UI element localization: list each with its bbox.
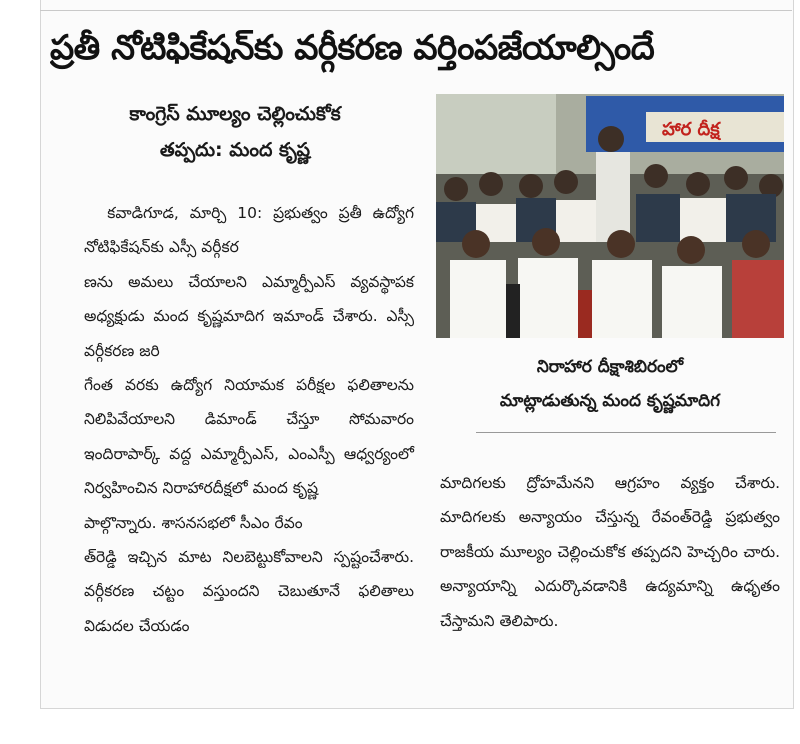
paragraph: త్‌రెడ్డి ఇచ్చిన మాట నిలబెట్టుకోవాలని స్పష్టంచేశారు. వర్గీకరణ చట్టం వస్తుందని చెబుతూనే ఫలితాలు విడుదల చేయడం bbox=[84, 548, 414, 635]
left-column bbox=[84, 196, 414, 643]
paragraph: గేంత వరకు ఉద్యోగ నియామక పరీక్షల ఫలితాలను నిలిపివేయాలని డిమాండ్ చేస్తూ సోమవారం ఇందిరాపార్క్ వద్ద ఎమ్మార్పీఎస్, ఎంఎస్పీ ఆధ్వర్యంలో నిర్వహించిన నిరాహారదీక్షలో మంద కృష్ణ bbox=[84, 376, 414, 498]
subheading-line-1: కాంగ్రెస్ మూల్యం చెల్లించుకోక bbox=[129, 103, 341, 125]
paragraph: ణను అమలు చేయాలని ఎమ్మార్పీఎస్ వ్యవస్థాపక అధ్యక్షుడు మంద కృష్ణమాదిగ ఇమాండ్ చేశారు. ఎస్సీ వర్గీకరణ జరి bbox=[84, 272, 414, 360]
right-column bbox=[440, 466, 780, 638]
protest-photo-illustration bbox=[436, 94, 784, 338]
banner-text: హార దీక్ష bbox=[662, 119, 720, 140]
top-rule bbox=[40, 10, 792, 11]
paragraph: కవాడిగూడ, మార్చి 10: ప్రభుత్వం ప్రతీ ఉద్యోగ నోటిఫికేషన్‌కు ఎస్సీ వర్గీకర bbox=[84, 204, 414, 257]
subheading-line-2: తప్పదు: మంద కృష్ణ bbox=[159, 139, 311, 161]
paragraph: మాదిగలకు ద్రోహమేనని ఆగ్రహం వ్యక్తం చేశారు. మాదిగలకు అన్యాయం చేస్తున్న రేవంత్‌రెడ్డి ప్రభుత్వం రాజకీయ మూల్యం చెల్లించుకోక తప్పదని హెచ్చరిం చారు. అన్యాయాన్ని ఎదుర్కొవడానికి ఉద్యమాన్ని ఉధృతం చేస్తామని తెలిపారు. bbox=[440, 474, 780, 630]
photo-caption-line-2: మాట్లాడుతున్న మంద కృష్ణమాదిగ bbox=[499, 391, 721, 411]
caption-divider bbox=[476, 432, 776, 433]
headline: ప్రతీ నోటిఫికేషన్‌కు వర్గీకరణ వర్తింపజేయాల్సిందే bbox=[50, 28, 655, 68]
news-photo bbox=[436, 94, 784, 338]
paragraph: పాల్గొన్నారు. శాసనసభలో సీఎం రేవం bbox=[84, 513, 303, 532]
photo-caption-line-1: నిరాహార దీక్షాశిబిరంలో bbox=[536, 357, 684, 377]
